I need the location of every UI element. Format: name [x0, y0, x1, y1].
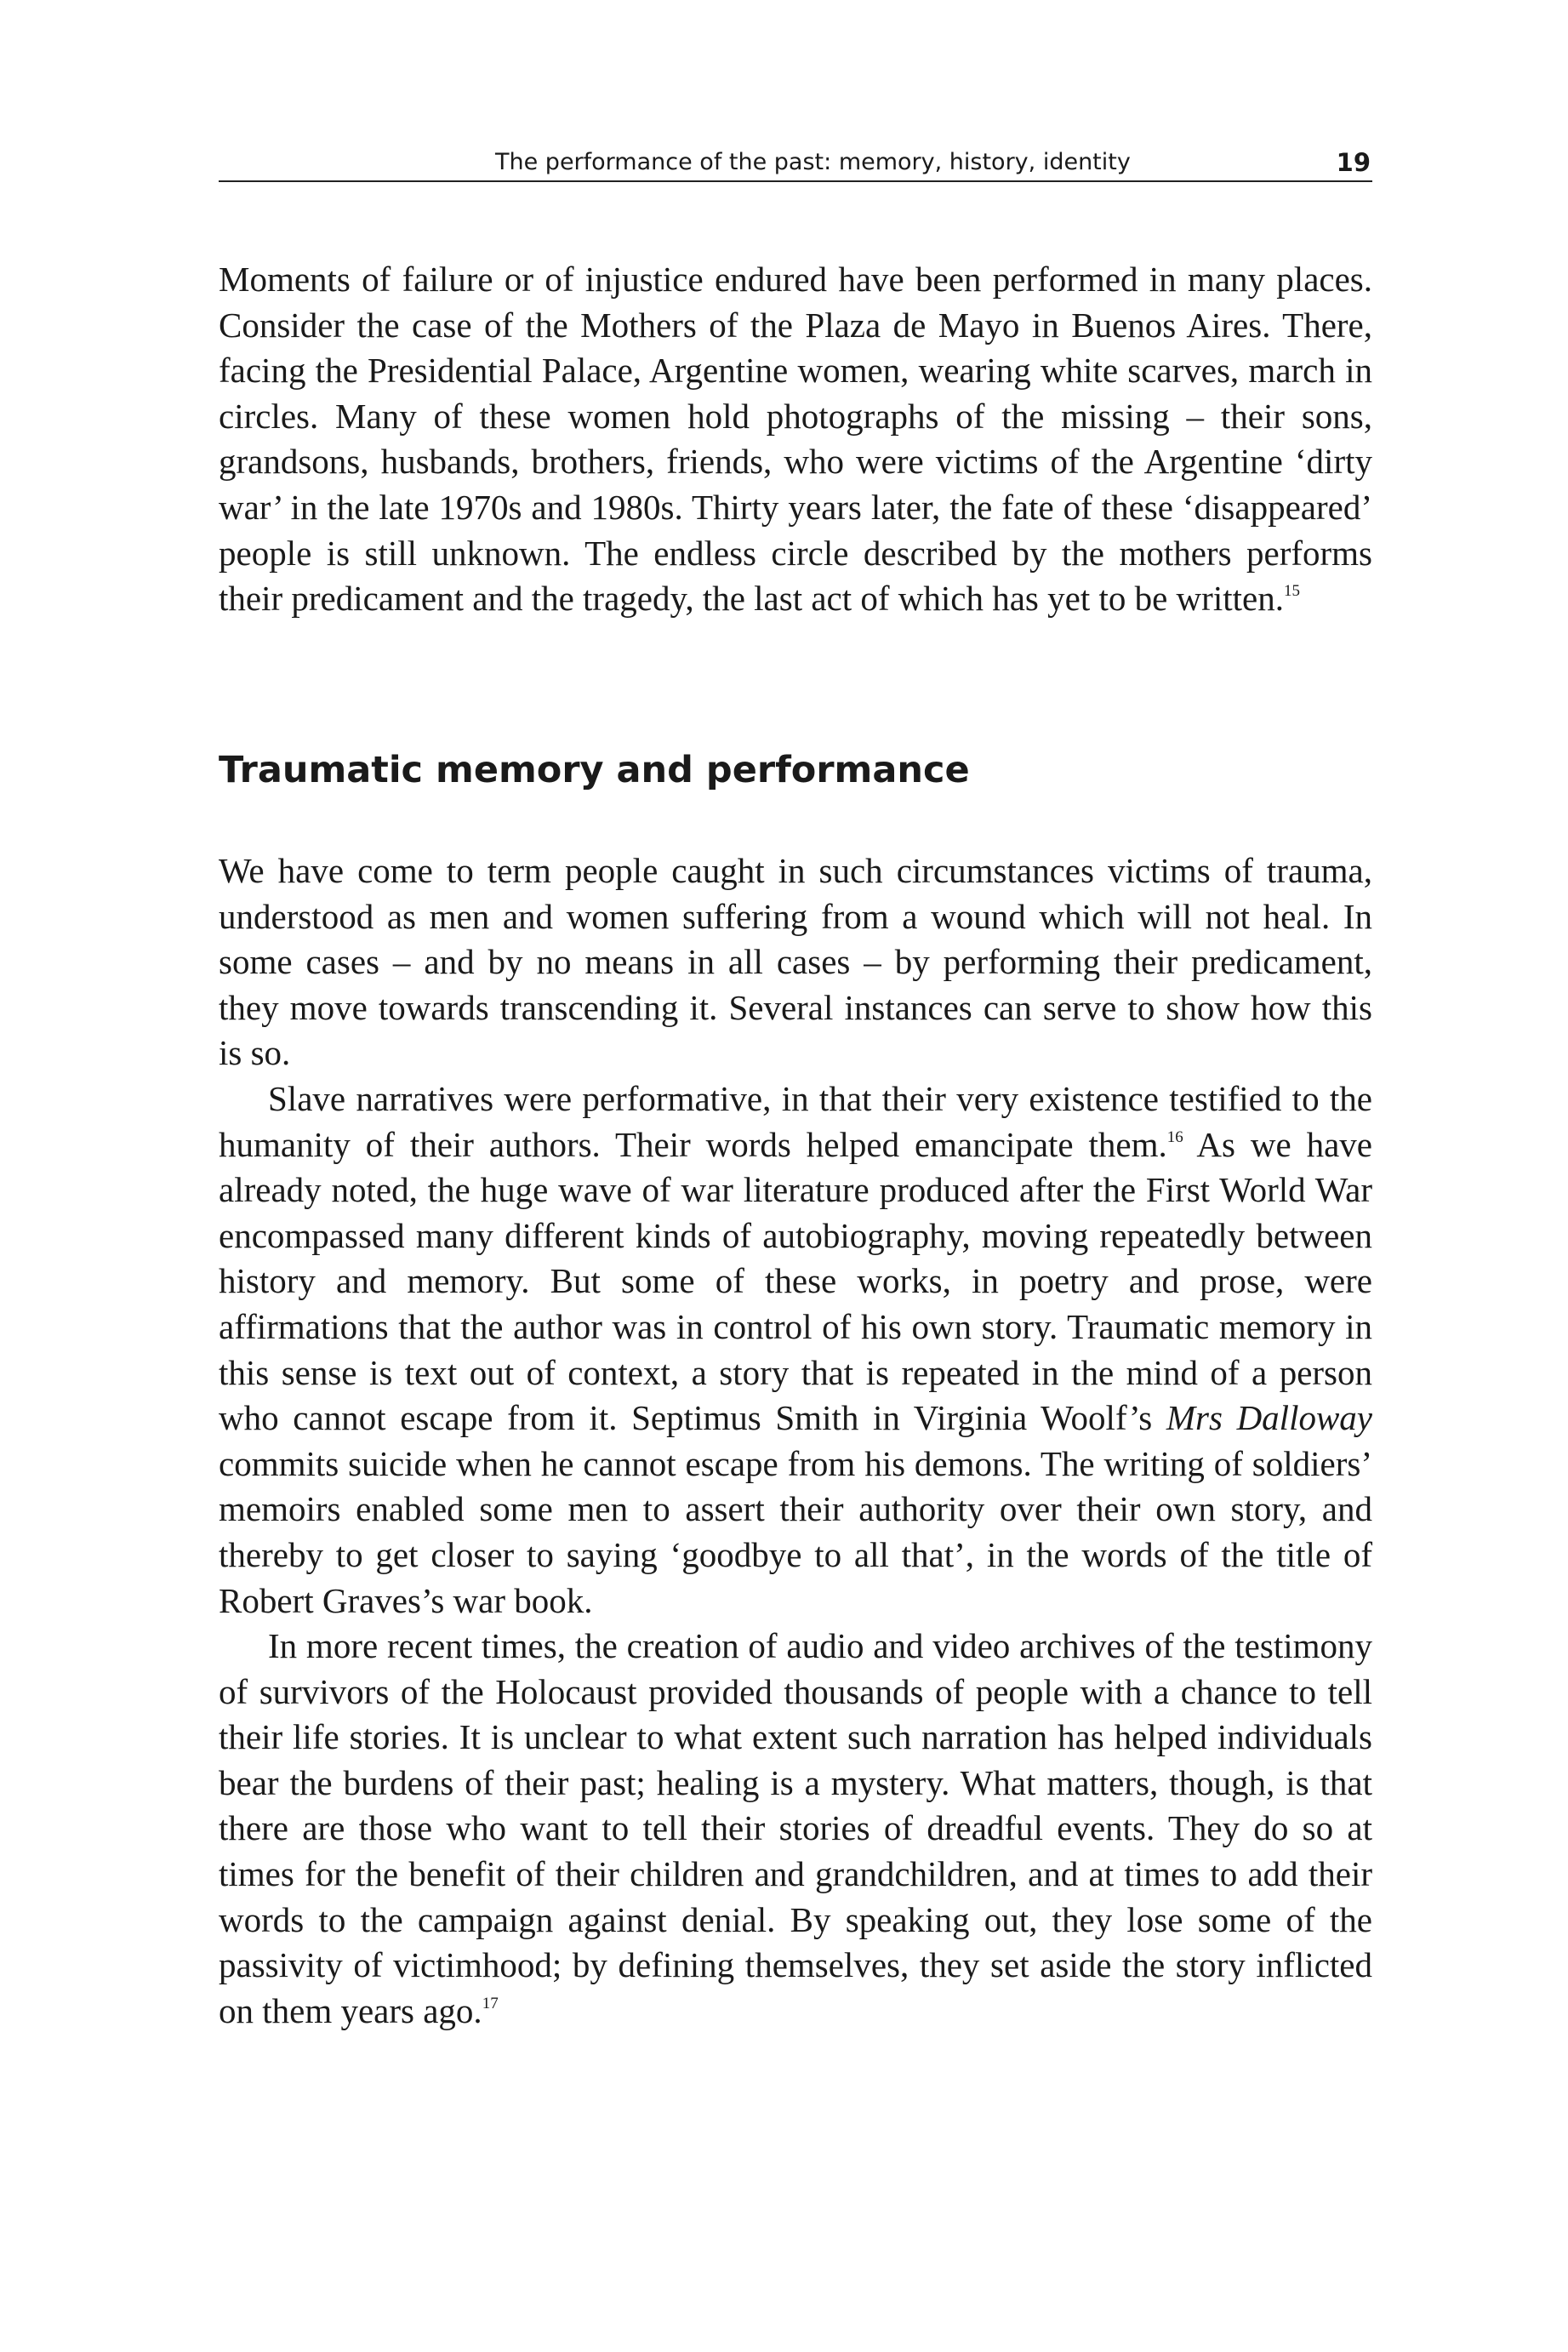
paragraph-slave-narratives [219, 1076, 1372, 1624]
paragraph-1-text: Moments of failure or of injustice endured have been performed in many places. Consider the case of the Mothers of the Plaza de Mayo in Buenos Aires. There, facing the Presidential Palace, Argentine women, wearing white scarves, march in circles. Many of these women hold photographs of the missing – their sons, grandsons, husbands, brothers, friends, who were victims of the Argentine ‘dirty war’ in the late 1970s and 1980s. Thirty years later, the fate of these ‘disappeared’ people is still unknown. The endless circle described by the mothers performs their predicament and the tragedy, the last act of which has yet to be written. [219, 260, 1372, 619]
section-body [219, 848, 1372, 2034]
running-title: The performance of the past: memory, history, identity [495, 149, 1131, 175]
paragraph-trauma-definition: We have come to term people caught in such circumstances victims of trauma, understood as men and women suffering from a wound which will not heal. In some cases – and by no means in all cases – by performing their predicament, they move towards transcending it. Several instances can serve to show how this is so. [219, 851, 1372, 1073]
paragraph-3-part-1: Slave narratives were performative, in that their very existence testified to the humanity of their authors. Their words helped emancipate them. [219, 1078, 1372, 1164]
footnote-marker-16: 16 [1166, 1127, 1183, 1146]
book-title-mrs-dalloway: Mrs Dalloway [1166, 1398, 1373, 1438]
paragraph-mothers-plaza-de-mayo [219, 257, 1372, 622]
paragraph-4-text: In more recent times, the creation of audio and video archives of the testimony of survivors of the Holocaust provided thousands of people with a chance to tell their life stories. It is unclear to what extent such narration has helped individuals bear the burdens of their past; healing is a mystery. What matters, though, is that there are those who want to tell their stories of dreadful events. They do so at times for the benefit of their children and grandchildren, and at times to add their words to the campaign against denial. By speaking out, they lose some of the passivity of victimhood; by defining themselves, they set aside the story inflicted on them years ago. [219, 1626, 1372, 2030]
section-heading: Traumatic memory and performance [219, 749, 970, 791]
footnote-marker-15: 15 [1283, 582, 1300, 601]
paragraph-3-part-2: As we have already noted, the huge wave of war literature produced after the First World War encompassed many different kinds of autobiography, moving repeatedly between history and memory. But some of these works, in poetry and prose, were affirmations that the author was in control of his own story. Traumatic memory in this sense is text out of context, a story that is repeated in the mind of a person who cannot escape from it. Septimus Smith in Virginia Woolf’s [219, 1124, 1372, 1438]
paragraph-3-part-3: commits suicide when he cannot escape from his demons. The writing of soldiers’ memoirs enabled some men to assert their authority over their own story, and thereby to get closer to saying ‘goodbye to all that’, in the words of the title of Robert Graves’s war book. [219, 1443, 1372, 1620]
running-header [219, 146, 1372, 182]
paragraph-holocaust-testimony [219, 1624, 1372, 2034]
page-number: 19 [1336, 148, 1371, 177]
footnote-marker-17: 17 [482, 1994, 499, 2012]
